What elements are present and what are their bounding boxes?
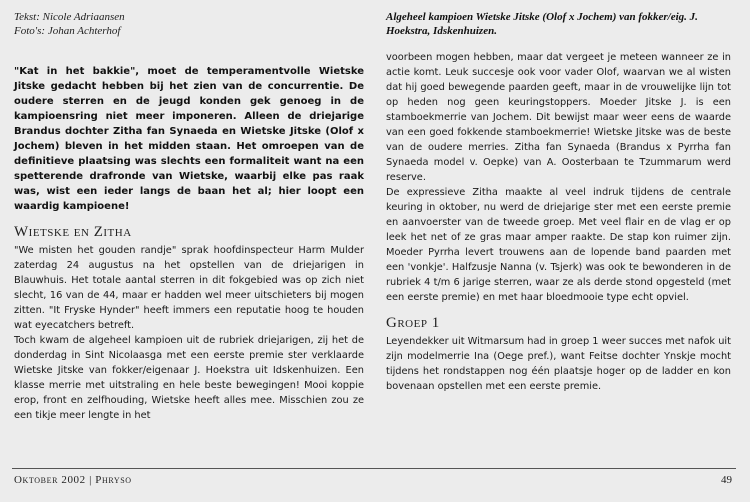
credit-text: Tekst: Nicole Adriaansen (14, 11, 125, 23)
photo-caption: Algeheel kampioen Wietske Jitske (Olof x Jochem) van fokker/eig. J. Hoekstra, Idskenhuizen. (386, 11, 698, 37)
footer-issue: Oktober 2002 | Phryso (14, 474, 132, 486)
lead-paragraph: "Kat in het bakkie", moet de temperamentvolle Wietske Jitske gedacht hebben bij het zien van de concurrentie. De oudere sterren en de jeugd konden gek genoeg in de kampioensring niet meer imponeren. Alleen de driejarige Brandus dochter Zitha fan Synaeda en Wietske Jitske (Olof x Jochem) bleven in het midden staan. Het omroepen van de definitieve plaatsing was slechts een formaliteit want na een spetterende drafronde van Wietske, waarbij elke pas raak was, wist een ieder langs de baan het al; hier loopt een waardig kampioene! (14, 66, 364, 212)
body-paragraph: De expressieve Zitha maakte al veel indruk tijdens de centrale keuring in oktober, nu werd de driejarige ster met een eerste premie en aanvoerster van de tweede groep. Met veel flair en de vlag er op leek het net of ze gras maar amper raakte. De stap kon ruimer zijn. Moeder Pyrrha levert trouwens aan de lopende band paarden met een 'vonkje'. Halfzusje Nanna (v. Tsjerk) was ook te bewonderen in de rubriek 4 t/m 6 jarige sterren, waar ze als derde stond opgesteld (met een eerste premie) en met haar bloedmooie type echt opviel. (386, 187, 731, 303)
section-heading-groep-1: Groep 1 (386, 315, 440, 331)
left-column (14, 10, 364, 423)
page-number: 49 (721, 474, 732, 486)
body-paragraph: Leyendekker uit Witmarsum had in groep 1 weer succes met nafok uit zijn modelmerrie Ina (Oege pref.), want Feitse dochter Ynskje mocht tijdens het rondstappen nog één plaatsje hoger op de ladder en kon bovenaan opstellen met een eerste premie. (386, 336, 731, 392)
right-column (386, 10, 731, 394)
body-paragraph: voorbeen mogen hebben, maar dat vergeet je meteen wanneer ze in actie komt. Leuk succesje ook voor vader Olof, waarvan we al wisten dat hij goed bewegende paarden geeft, maar in de vrouwelijke lijn tot op heden nog geen keuringstoppers. Moeder Jitske J. is een stamboekmerrie van Jochem. Dit bewijst maar weer eens de waarde van een goed fokkende stamboekmerrie! Wietske Jitske was de beste van de oudere merries. Zitha fan Synaeda (Brandus x Pyrrha fan Synaeda model v. Oepke) van A. Oosterbaan te Tzummarum werd reserve. (386, 52, 731, 183)
section-heading-wietske-zitha: Wietske en Zitha (14, 224, 132, 240)
footer-rule (12, 468, 736, 469)
credit-photo: Foto's: Johan Achterhof (14, 25, 121, 37)
body-paragraph: Toch kwam de algeheel kampioen uit de rubriek driejarigen, zij het de donderdag in Sint Nicolaasga met een eerste premie ster verklaarde Wietske Jitske van fokker/eigenaar J. Hoekstra uit Idskenhuizen. Een klasse merrie met uitstraling en hele beste bewegingen! Mooi koppie erop, front en zelfhouding, Wietske heeft alles mee. Misschien zou ze een tikje meer lengte in het (14, 335, 364, 421)
body-paragraph: "We misten het gouden randje" sprak hoofdinspecteur Harm Mulder zaterdag 24 augustus na het opstellen van de driejarigen in Blauwhuis. Het totale aantal sterren in dit fokgebied was op zich niet slecht, 16 van de 44, maar er hadden wel meer uitschieters bij mogen zitten. "It Fryske Hynder" heeft immers een reputatie hoog te houden wat eyecatchers betreft. (14, 245, 364, 331)
